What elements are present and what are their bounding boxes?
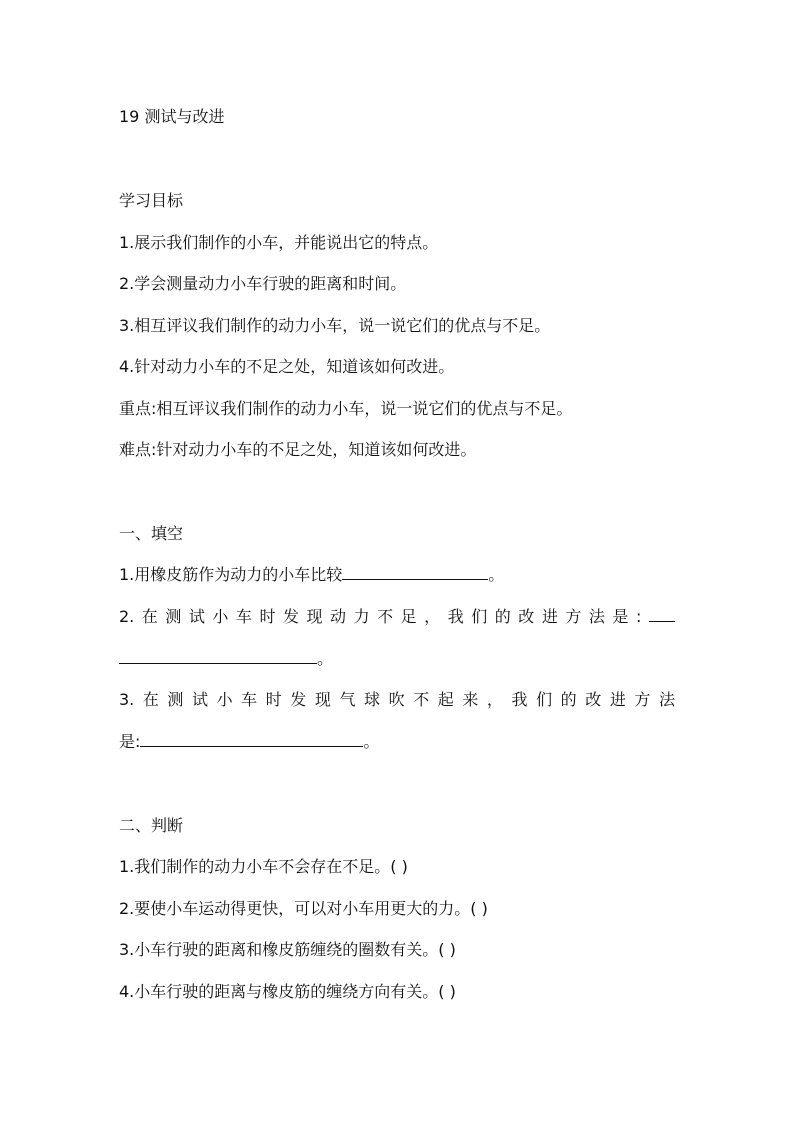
fill-question-2-char: 改 [518, 607, 535, 626]
fill-question-3-char: 发 [290, 690, 307, 709]
fill-question-3-char: 3. [119, 690, 135, 709]
fill-question-2-char: 2. [119, 607, 135, 626]
fill-question-2-char: 现 [306, 607, 323, 626]
fill-question-2-char: 动 [330, 607, 347, 626]
fill-question-3-end: 。 [363, 732, 380, 751]
fill-question-3-char: 吹 [388, 690, 405, 709]
fill-question-3 [119, 689, 675, 711]
fill-question-2-char: 测 [165, 607, 182, 626]
fill-question-2-char: 足 [400, 607, 417, 626]
fill-question-2-char: 我 [447, 607, 464, 626]
judge-item-3: 3.小车行驶的距离和橡皮筋缠绕的圈数有关。( ) [119, 940, 456, 959]
fill-question-3-char: 试 [191, 690, 208, 709]
fill-question-1 [119, 564, 504, 586]
fill-question-3-line-2-text: 是: [119, 732, 141, 751]
fill-question-3-char: 车 [241, 690, 258, 709]
fill-question-3-char: ， [486, 690, 503, 709]
fill-question-3-line-2 [119, 731, 379, 753]
fill-question-3-char: 方 [634, 690, 651, 709]
fill-question-2-char: ， [424, 607, 441, 626]
fill-question-2-char: 小 [212, 607, 229, 626]
fill-question-2-char: 在 [141, 607, 158, 626]
fill-question-3-char: 测 [167, 690, 184, 709]
fill-question-3-char: 的 [560, 690, 577, 709]
goal-item-4: 4.针对动力小车的不足之处，知道该如何改进。 [119, 357, 455, 376]
fill-question-3-char: 不 [413, 690, 430, 709]
fill-question-1-end: 。 [488, 565, 505, 584]
fill-question-2-char: 不 [377, 607, 394, 626]
fill-question-2-char: 法 [588, 607, 605, 626]
difficult-point: 难点:针对动力小车的不足之处，知道该如何改进。 [119, 440, 477, 459]
goals-heading: 学习目标 [119, 191, 184, 210]
fill-question-2-char: 方 [565, 607, 582, 626]
fill-question-3-char: 球 [364, 690, 381, 709]
fill-question-2 [119, 606, 675, 628]
fill-question-2-char: : [635, 607, 642, 626]
answer-blank[interactable] [649, 606, 675, 622]
fill-question-3-char: 我 [511, 690, 528, 709]
fill-question-3-char: 来 [462, 690, 479, 709]
judge-item-2: 2.要使小车运动得更快，可以对小车用更大的力。( ) [119, 899, 488, 918]
fill-question-2-char: 发 [282, 607, 299, 626]
judge-item-4: 4.小车行驶的距离与橡皮筋的缠绕方向有关。( ) [119, 982, 456, 1001]
fill-question-2-char: 进 [541, 607, 558, 626]
answer-blank[interactable] [119, 648, 317, 664]
fill-question-3-char: 们 [536, 690, 553, 709]
goal-item-1: 1.展示我们制作的小车，并能说出它的特点。 [119, 233, 439, 252]
fill-question-2-char: 车 [235, 607, 252, 626]
fill-question-2-char: 时 [259, 607, 276, 626]
answer-blank[interactable] [342, 564, 488, 580]
fill-question-3-char: 气 [339, 690, 356, 709]
fill-question-3-char: 现 [314, 690, 331, 709]
fill-question-3-char: 小 [216, 690, 233, 709]
fill-question-3-char: 时 [265, 690, 282, 709]
answer-blank[interactable] [140, 731, 363, 747]
judge-item-1: 1.我们制作的动力小车不会存在不足。( ) [119, 857, 408, 876]
fill-question-1-text: 1.用橡皮筋作为动力的小车比较 [119, 565, 343, 584]
goal-item-2: 2.学会测量动力小车行驶的距离和时间。 [119, 274, 407, 293]
fill-question-2-char: 试 [188, 607, 205, 626]
lesson-title: 19 测试与改进 [119, 107, 225, 126]
fill-question-2-char: 们 [471, 607, 488, 626]
fill-question-3-char: 起 [437, 690, 454, 709]
fill-question-2-end: 。 [317, 649, 334, 668]
fill-heading: 一、填空 [119, 524, 184, 543]
goal-item-3: 3.相互评议我们制作的动力小车，说一说它们的优点与不足。 [119, 316, 551, 335]
fill-question-2-line-2 [119, 648, 333, 670]
judge-heading: 二、判断 [119, 816, 184, 835]
fill-question-3-char: 在 [142, 690, 159, 709]
fill-question-2-char: 的 [494, 607, 511, 626]
key-point: 重点:相互评议我们制作的动力小车，说一说它们的优点与不足。 [119, 399, 573, 418]
fill-question-2-char: 力 [353, 607, 370, 626]
fill-question-2-char: 是 [612, 607, 629, 626]
fill-question-3-char: 改 [585, 690, 602, 709]
fill-question-3-char: 进 [609, 690, 626, 709]
fill-question-3-char: 法 [658, 690, 675, 709]
